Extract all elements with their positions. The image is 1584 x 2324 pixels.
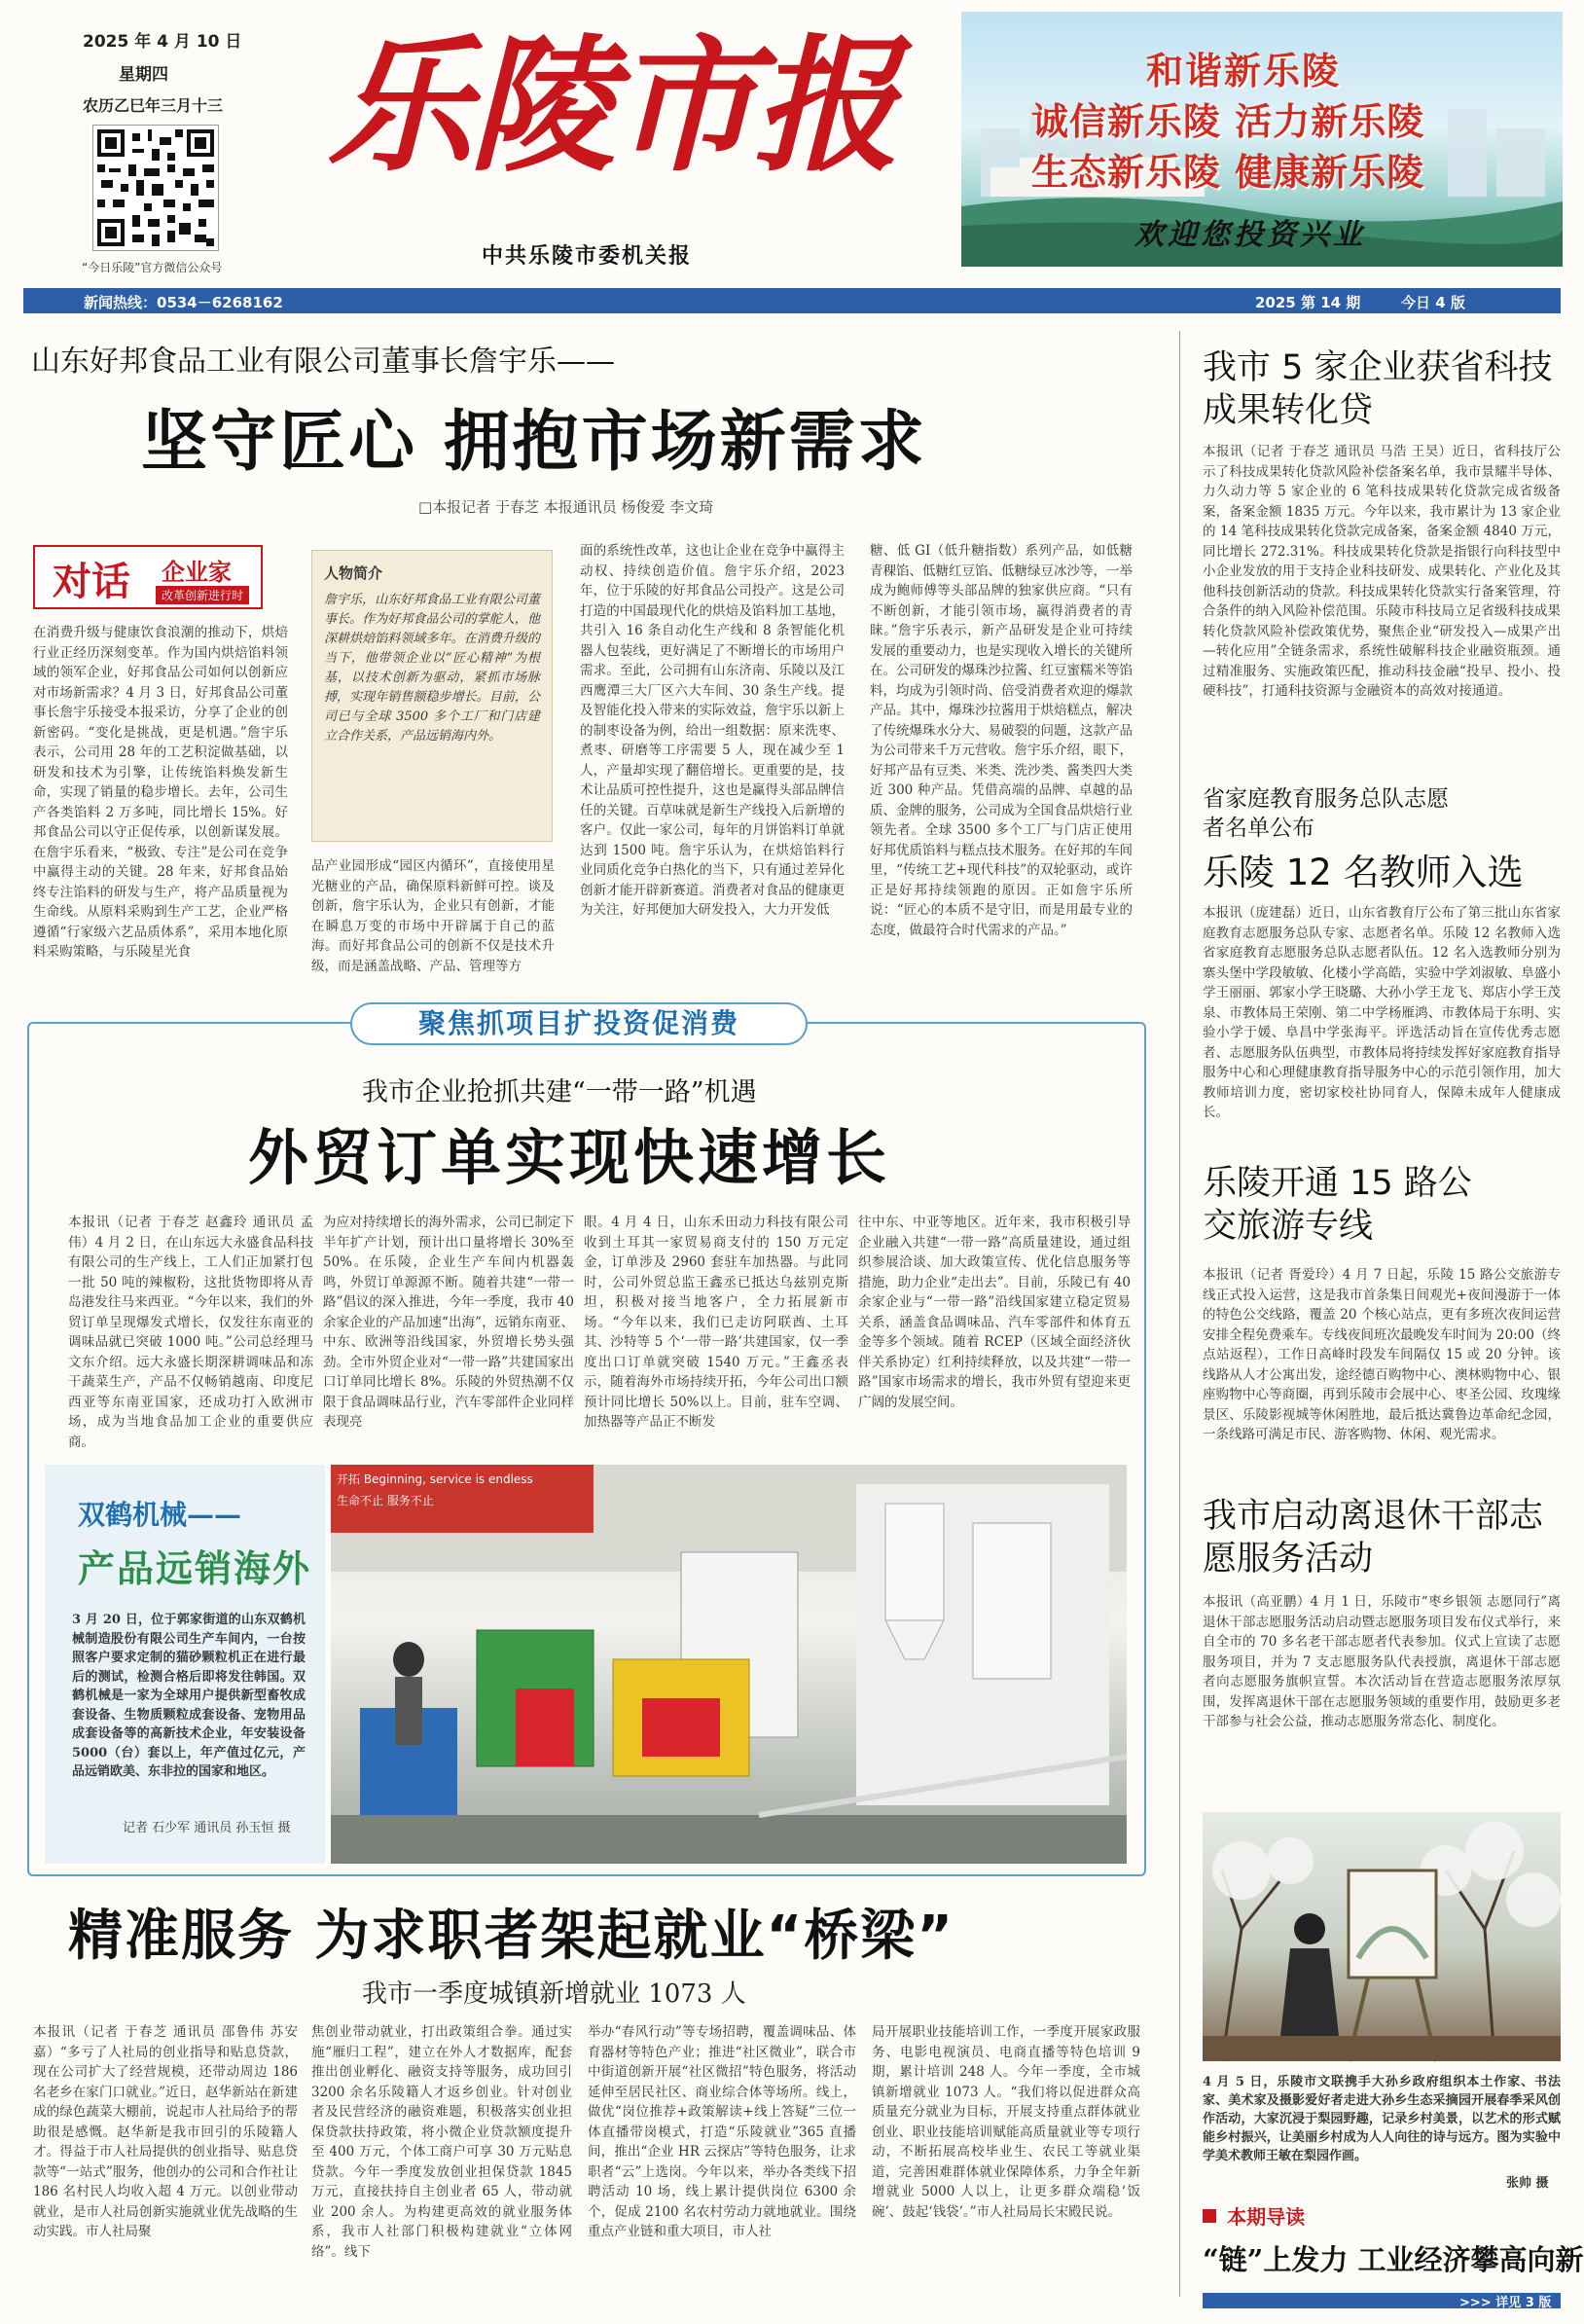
employment-column-4: 局开展职业技能培训工作，一季度开展家政服务、电影电视演员、电商直播等特色培训 9 期，累计培训 248 人。今年一季度，全市城镇新增就业 1073 人。“我们将以促进群众高质量充分就业为目标，开展支持重点群体就业创业、职业技能培训赋能高质量就业等专项行动，不断拓展高校毕业生、农民工等就业渠道，完善困难群体就业保障体系，力争全年新增就业 5000 人以上，让更多群众端稳‘饭碗’、鼓起‘钱袋’。”市人社局局长宋殿民说。 [872,2024,1140,2220]
guide-headline[interactable]: “链”上发力 工业经济攀高向新 [1203,2243,1584,2276]
employment-subhead: 我市一季度城镇新增就业 1073 人 [362,1979,746,2009]
column-divider [1179,331,1180,2297]
lead-kicker: 山东好邦食品工业有限公司董事长詹宇乐—— [31,345,615,379]
factory-machinery-illustration [331,1465,1127,1864]
factory-sign-a: 开拓 Beginning, service is endless [337,1472,533,1486]
guide-square-icon [1203,2209,1216,2223]
ad-line-1: 和谐新乐陵 [1146,49,1342,92]
column-badge-sub: 企业家 [162,558,232,586]
employment-column-3: 举办“春风行动”等专场招聘，覆盖调味品、体育器材等特色产业；推进“社区微业”，联合市中街道创新开展“社区微招”特色服务，将活动延伸至居民社区、商业综合体等场所。线上，做优“岗位推荐+政策解读+线上答疑”三位一体直播带岗模式，打造“乐陵就业”365 直播间，推出“企业 HR 云探店”等特色服务，让求职者“云”上选岗。今年以来，举办各类线下招聘活动 10 场，线上累计提供岗位 6300 余个，促成 2100 名农村劳动力就地就业。围绕重点产业链和重大项目，市人社 [588,2024,856,2239]
right-article-2-body: 本报讯（庞建磊）近日，山东省教育厅公布了第三批山东省家庭教育志愿服务总队专家、志愿者名单。乐陵 12 名教师入选省家庭教育志愿服务总队志愿者队伍。12 名入选教师分别为寨头堡中学段敏敏、化楼小学高皓，实验中学刘淑敏、阜盛小学王丽丽、郭家小学王晓璐、大孙小学王龙飞、郑店小学王茂泉、市教体局王荣刚、第二中学杨雁鸿、市教体局于东明、实验小学于媛、阜昌中学张海平。评选活动旨在宣传优秀志愿者、志愿服务队伍典型，市教体局将持续发挥好家庭教育指导服务中心和心理健康教育指导服务中心的示范引领作用，加大教师培训力度，密切家校社协同育人，保障未成年人健康成长。 [1203,905,1561,1120]
employment-column-1: 本报讯（记者 于春芝 通讯员 邵鲁伟 苏安嘉）“多亏了人社局的创业指导和贴息贷款，现在公司扩大了经营规模，还带动周边 186 名老乡在家门口就业。”近日，赵华新站在新建成的绿色蔬菜大棚前，说起市人社局给予的帮助很是感慨。赵华新是我市回引的乐陵籍人才。得益于市人社局提供的创业指导、贴息贷款等“一站式”服务，他创办的公司和合作社让 186 名村民人均收入超 4 万元。以创业带动就业，是市人社局创新实施就业优先战略的生动实践。市人社局聚 [33,2024,298,2239]
painting-photo-credit: 张帅 摄 [1506,2176,1549,2191]
focus-column-1: 本报讯（记者 于春芝 赵鑫玲 通讯员 孟伟）4 月 2 日，在山东远大永盛食品科技有限公司的生产线上，工人们正加紧打包一批 50 吨的辣椒粉，这批货物即将从青岛港发往马来西亚。“今年以来，我们的外贸订单呈现爆发式增长，仅发往东南亚的调味品就已突破 1000 吨。”公司总经理马文东介绍。远大永盛长期深耕调味品和冻干蔬菜生产，产品不仅畅销越南、印度尼西亚等东南亚国家，还成功打入欧洲市场，成为当地食品加工企业的重要供应商。 [68,1215,313,1450]
masthead-weekday: 星期四 [119,65,168,85]
lead-column-1: 在消费升级与健康饮食浪潮的推动下，烘焙行业正经历深刻变革。作为国内烘焙馅料领域的领军企业，好邦食品公司如何以创新应对市场新需求？4 月 3 日，好邦食品公司董事长詹宇乐接受本报采访，分享了企业的创新密码。“变化是挑战，更是机遇。”詹宇乐表示，公司用 28 年的工艺积淀做基础，以研发和技术为引擎，让传统馅料焕发新生命，实现了销量的稳步增长。去年，公司生产各类馅料 2 万多吨，同比增长 15%。好邦食品公司以守正促传承，以创新谋发展。在詹宇乐看来，“极致、专注”是公司在竞争中赢得主动的关键。28 年来，好邦食品始终专注馅料的研发与生产，将产品质量视为生命线。从原料采购到生产工艺，企业严格遵循“行家级六艺品质体系”，采用本地化原料采购策略，与乐陵星光食 [33,625,288,960]
right-article-1-body: 本报讯（记者 于春芝 通讯员 马浩 王昊）近日，省科技厅公示了科技成果转化贷款风险补偿备案名单，我市景耀半导体、力久动力等 5 家企业的 6 笔科技成果转化贷款完成省级备案，备案金额 1835 万元。今年以来，我市累计为 13 家企业的 14 笔科技成果转化贷款完成备案，备案金额 4840 万元，同比增长 272.31%。科技成果转化贷款是指银行向科技型中小企业发放的用于支持企业科技研发、成果转化、产业化及其他科技创新活动的贷款。科技成果转化贷款实行备案管理，符合条件的纳入风险补偿范围。乐陵市科技局立足省级科技成果转化贷款风险补偿政策优势，聚焦企业“研发投入—成果产出—转化应用”全链条需求，系统性破解科技企业融资瓶颈。通过精准服务、实施政策匹配，推动科技金融“投早、投小、投硬科技”，打通科技资源与金融资本的高效对接通道。 [1203,444,1561,699]
profile-box [311,550,553,842]
issue-number: 2025 第 14 期 [1255,294,1361,311]
right-article-3-headline: 乐陵开通 15 路公交旅游专线 [1203,1164,1472,1246]
focus-column-4: 往中东、中亚等地区。近年来，我市积极引导企业融入共建“一带一路”高质量建设，通过组织参展洽谈、加大政策宣传、优化信息服务等措施，助力企业“走出去”。目前，乐陵已有 40 余家企业与“一带一路”沿线国家建立稳定贸易关系，涵盖食品调味品、汽车零部件和体育五金等多个领域。随着 RCEP（区域全面经济伙伴关系协定）红利持续释放，以及共建“一带一路”国家市场需求的增长，我市外贸有望迎来更广阔的发展空间。 [858,1215,1131,1410]
photo-feature-panel [45,1465,325,1864]
lead-headline: 坚守匠心 拥抱市场新需求 [141,404,927,481]
photo-credit: 记者 石少军 通讯员 孙玉恒 摄 [123,1821,291,1835]
right-article-2-headline: 乐陵 12 名教师入选 [1203,852,1524,893]
focus-banner-text: 聚焦抓项目扩投资促消费 [417,1007,739,1039]
column-badge-main: 对话 [53,559,130,604]
ad-line-2: 诚信新乐陵 活力新乐陵 [1031,99,1425,143]
right-article-1-headline: 我市 5 家企业获省科技成果转化贷 [1203,348,1553,430]
ad-slogan: 欢迎您投资兴业 [1134,218,1366,252]
photo-headline: 产品远销海外 [78,1546,312,1590]
lead-column-2: 品产业园形成“园区内循环”，直接使用星光糖业的产品，确保原料新鲜可控。谈及创新，詹宇乐认为，企业只有创新，才能在瞬息万变的市场中开辟属于自己的蓝海。而好邦食品公司的创新不仅是技术升级，而是涵盖战略、产品、管理等方 [311,858,555,974]
right-article-4-headline: 我市启动离退休干部志愿服务活动 [1203,1497,1544,1579]
investment-ad-banner [961,12,1563,267]
column-badge [33,545,263,609]
masthead-title: 乐陵市报 [326,20,895,192]
orchard-painting-illustration [1203,1812,1561,2061]
guide-more-text: 详见 3 版 [1495,2296,1552,2310]
photo-caption: 3 月 20 日，位于郭家街道的山东双鹤机械制造股份有限公司生产车间内，一台按照客户要求定制的猫砂颗粒机正在进行最后的测试，检测合格后即将发往韩国。双鹤机械是一家为全球用户提供新型畜牧成套设备、生物质颗粒成套设备、宠物用品成套设备等的高新技术企业，年安装设备 5000（台）套以上，年产值过亿元，产品远销欧美、东非拉的国家和地区。 [72,1613,306,1779]
painting-photo [1203,1812,1561,2061]
painting-photo-caption: 4 月 5 日，乐陵市文联携手大孙乡政府组织本土作家、书法家、美术家及摄影爱好者走进大孙乡生态采摘园开展春季采风创作活动，大家沉浸于梨园野趣，记录乡村美景，以艺术的形式赋能乡村振兴，让美丽乡村成为人人向往的诗与远方。图为实验中学美术教师王敏在梨园作画。 [1203,2075,1561,2163]
masthead-date: 2025 年 4 月 10 日 [83,32,242,52]
lead-column-3: 面的系统性改革，这也让企业在竞争中赢得主动权、持续创造价值。詹宇乐介绍，2023 年，位于乐陵的好邦食品公司投产。这是公司打造的中国最现代化的烘焙及馅料加工基地，共引入 16 条自动化生产线和 8 条智能化机器人包装线，更好满足了不断增长的市场用户需求。至此，公司拥有山东济南、乐陵以及江西鹰潭三大厂区六大车间、30 条生产线。提及智能化投入带来的实际效益，詹宇乐以新上的制枣设备为例，给出一组数据：原来洗枣、煮枣、研磨等工序需要 5 人，现在减少至 1 人，产量却实现了翻倍增长。更重要的是，技术让品质可控性提升，这也是赢得头部品牌信任的关键。百草味就是新生产线投入后新增的客户。仅此一家公司，每年的月饼馅料订单就达到 1500 吨。詹宇乐认为，在烘焙馅料行业同质化竞争白热化的当下，只有通过差异化创新才能开辟新赛道。消费者对食品的健康更为关注，好邦便加大研发投入，大力开发低 [580,543,845,918]
focus-banner [350,1002,808,1045]
factory-photo [331,1465,1127,1864]
focus-column-3: 眼。4 月 4 日，山东禾田动力科技有限公司收到土耳其一家贸易商支付的 150 万元定金，订单涉及 2960 套驻车加热器。与此同时，公司外贸总监王鑫丞已抵达乌兹别克斯坦，积极对接当地客户，全力拓展新市场。“今年以来，我们已走访阿联酋、土耳其、沙特等 5 个‘一带一路’共建国家，仅一季度出口订单就突破 1540 万元。”王鑫丞表示，随着海外市场持续开拓，今年公司出口额预计同比增长 50%以上。目前，驻车空调、加热器等产品正不断发 [584,1215,848,1430]
guide-label-box [1203,2201,1349,2231]
qr-code-icon [93,126,218,250]
guide-more-link[interactable] [1459,2292,1551,2310]
photo-kicker: 双鹤机械—— [78,1499,242,1531]
employment-headline: 精准服务 为求职者架起就业“桥梁” [68,1905,955,1968]
right-article-4-body: 本报讯（高亚鹏）4 月 1 日，乐陵市“枣乡银领 志愿同行”离退休干部志愿服务活动启动暨志愿服务项目发布仪式举行，来自全市的 70 多名老干部志愿者代表参加。仪式上宣读了志愿服务项目，并为 7 支志愿服务队代表授旗，离退休干部志愿者向志愿服务旗帜宣誓。本次活动旨在营造志愿服务浓厚氛围，发挥离退休干部在志愿服务领域的重要作用，鼓励更多老干部参与社会公益，推动志愿服务常态化、制度化。 [1203,1594,1561,1729]
lead-column-4: 糖、低 GI（低升糖指数）系列产品，如低糖青稞馅、低糖红豆馅、低糖绿豆冰沙等，一举成为鲍师傅等头部品牌的独家供应商。“只有不断创新，才能引领市场，赢得消费者的青睐。”詹宇乐表示，新产品研发是企业可持续发展的重要动力，也是实现收入增长的关键所在。公司研发的爆珠沙拉酱、红豆蜜糯米等馅料，均成为引领时尚、倍受消费者欢迎的爆款产品。其中，爆珠沙拉酱用于烘焙糕点，解决了传统爆珠水分大、易破裂的问题，这款产品为公司带来千万元营收。詹宇乐介绍，眼下，好邦产品有豆类、米类、洗沙类、酱类四大类近 300 种产品。凭借高端的品牌、卓越的品质、金牌的服务，公司成为全国食品烘焙行业领先者。全球 3500 多个工厂与门店正使用好邦优质馅料与糕点技术服务。在好邦的车间里，“传统工艺+现代科技”的双轮驱动，或许正是好邦持续领跑的原因。正如詹宇乐所说：“匠心的本质不是守旧，而是用最专业的态度，做最符合时代需求的产品。” [870,543,1133,938]
right-article-2-kicker: 省家庭教育服务总队志愿者名单公布 [1203,786,1449,841]
column-badge-tag: 改革创新进行时 [156,586,249,604]
arrow-right-icon: >>> [1459,2296,1492,2310]
profile-text: 詹宇乐，山东好邦食品工业有限公司董事长。作为好邦食品公司的掌舵人，他深耕烘焙馅料领域多年。在消费升级的当下，他带领企业以“匠心精神”为根基，以技术创新为驱动，紧抓市场脉搏，实现年销售额稳步增长。目前，公司已与全球 3500 多个工厂和门店建立合作关系，产品远销海内外。 [324,593,540,744]
profile-title: 人物简介 [324,564,383,582]
focus-headline: 外贸订单实现快速增长 [248,1122,891,1193]
masthead-sponsor: 中共乐陵市委机关报 [482,243,693,269]
lead-byline: □本报记者 于春芝 本报通讯员 杨俊爱 李文琦 [418,498,714,516]
qr-code[interactable] [92,125,219,251]
news-hotline: 新闻热线：0534－6268162 [84,294,283,311]
focus-column-2: 为应对持续增长的海外需求，公司已制定下半年扩产计划，预计出口量将增长 30%至 50%。在乐陵，企业生产车间内机器轰鸣，外贸订单源源不断。随着共建“一带一路”倡议的深入推进，今年一季度，我市 40 余家企业的产品加速“出海”，远销东南亚、中东、欧洲等沿线国家，外贸增长势头强劲。全市外贸企业对“一带一路”共建国家出口订单同比增长 8%。乐陵的外贸热潮不仅限于食品调味品行业，汽车零部件企业同样表现亮 [323,1215,574,1430]
guide-label: 本期导读 [1227,2205,1306,2229]
page-count: 今日 4 版 [1401,294,1465,311]
qr-caption: “今日乐陵”官方微信公众号 [82,261,223,274]
ad-line-3: 生态新乐陵 健康新乐陵 [1031,150,1425,194]
factory-sign-b: 生命不止 服务不止 [337,1494,434,1507]
masthead-lunar: 农历乙巳年三月十三 [83,96,224,115]
employment-column-2: 焦创业带动就业，打出政策组合拳。通过实施“雁归工程”，建立在外人才数据库，配套推出创业孵化、融资支持等服务，成功回引 3200 余名乐陵籍人才返乡创业。针对创业者及民营经济的融资难题，积极落实创业担保贷款扶持政策，将小微企业贷款额度提升至 400 万元，个体工商户可享 30 万元贴息贷款。今年一季度发放创业担保贷款 1845 万元，直接扶持自主创业者 65 人，带动就业 200 余人。为构建更高效的就业服务体系，我市人社部门积极构建就业“立体网络”。线下 [311,2024,572,2260]
right-article-3-body: 本报讯（记者 胥爱玲）4 月 7 日起，乐陵 15 路公交旅游专线正式投入运营，这是我市首条集日间观光+夜间漫游于一体的特色公交线路，覆盖 20 个核心站点，更有多班次夜间运营安排全程免费乘车。专线夜间班次最晚发车时间为 20:00（终点站返程），工作日高峰时段发车间隔仅 15 或 20 分钟。该线路从人才公寓出发，途经德百购物中心、澳林购物中心、银座购物中心等商圈，再到乐陵市会展中心、枣圣公园、玫瑰缘景区、乐陵影视城等休闲胜地，最后抵达冀鲁边革命纪念园，一条线路可满足市民、游客购物、休闲、观光需求。 [1203,1267,1561,1442]
focus-kicker: 我市企业抢抓共建“一带一路”机遇 [362,1077,757,1108]
